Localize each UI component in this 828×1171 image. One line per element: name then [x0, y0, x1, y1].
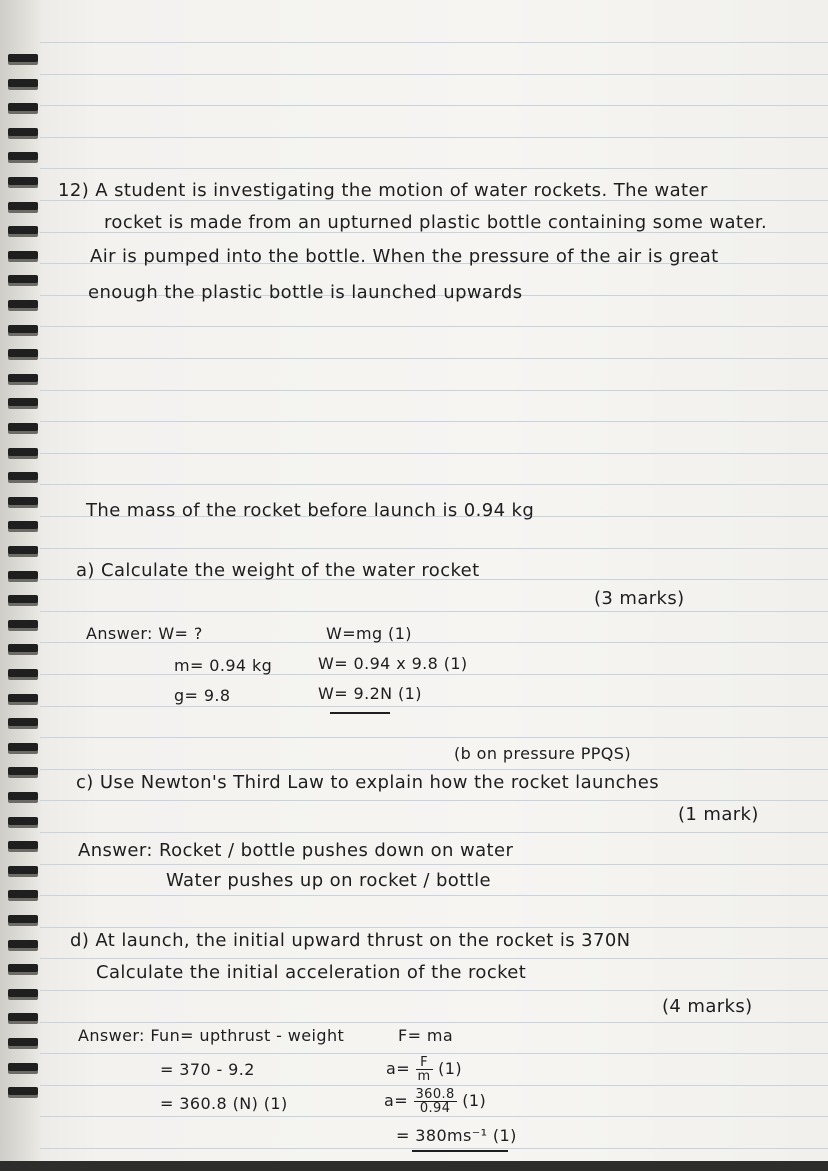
part-d-answer-line-1: Answer: Fun= upthrust - weight	[78, 1026, 345, 1045]
part-d-substitution-prefix: a=	[384, 1091, 409, 1110]
binding-ring	[8, 595, 38, 603]
ruled-line	[40, 1085, 828, 1086]
binding-ring	[8, 202, 38, 210]
ruled-line	[40, 1148, 828, 1149]
ruled-line	[40, 927, 828, 928]
binding-ring	[8, 571, 38, 579]
binding-ring	[8, 1087, 38, 1095]
part-d-answer-line-3: = 360.8 (N) (1)	[160, 1094, 288, 1113]
binding-ring	[8, 423, 38, 431]
ruled-line	[40, 137, 828, 138]
part-c-question: c) Use Newton's Third Law to explain how the rocket launches	[76, 772, 659, 793]
part-a-given-mass: m= 0.94 kg	[174, 656, 273, 675]
binding-ring	[8, 767, 38, 775]
ruled-line	[40, 706, 828, 707]
binding-ring	[8, 669, 38, 677]
ruled-line	[40, 358, 828, 359]
part-d-result-underline	[412, 1150, 508, 1152]
ruled-line	[40, 453, 828, 454]
binding-ring	[8, 103, 38, 111]
part-d-question-line-2: Calculate the initial acceleration of the rocket	[96, 962, 527, 983]
binding-ring	[8, 251, 38, 259]
part-a-result: W= 9.2N (1)	[318, 684, 422, 703]
ruled-line	[40, 737, 828, 738]
binding-ring	[8, 620, 38, 628]
binding-ring	[8, 325, 38, 333]
part-d-substitution-denominator: 0.94	[419, 1101, 451, 1116]
part-d-rearranged-mark: (1)	[438, 1059, 462, 1078]
binding-ring	[8, 817, 38, 825]
binding-ring	[8, 940, 38, 948]
ruled-line	[40, 611, 828, 612]
part-d-formula: F= ma	[398, 1026, 454, 1045]
binding-ring	[8, 300, 38, 308]
part-d-substitution-fraction	[414, 1088, 457, 1115]
part-d-rearranged-prefix: a=	[386, 1059, 411, 1078]
binding-ring	[8, 890, 38, 898]
ruled-line	[40, 168, 828, 169]
part-a-marks: (3 marks)	[594, 588, 685, 609]
ruled-line	[40, 958, 828, 959]
binding-ring	[8, 54, 38, 62]
ruled-line	[40, 800, 828, 801]
ruled-line	[40, 674, 828, 675]
ruled-line	[40, 484, 828, 485]
binding-ring	[8, 472, 38, 480]
part-d-substitution-mark: (1)	[462, 1091, 487, 1110]
ruled-line	[40, 1053, 828, 1054]
part-c-answer-line-1: Answer: Rocket / bottle pushes down on water	[78, 840, 514, 861]
part-d-answer-line-2: = 370 - 9.2	[160, 1060, 255, 1079]
ruled-line	[40, 1116, 828, 1117]
binding-ring	[8, 349, 38, 357]
part-c-marks: (1 mark)	[678, 804, 759, 825]
binding-ring	[8, 718, 38, 726]
part-d-result: = 380ms⁻¹ (1)	[396, 1126, 517, 1145]
part-d-question-line-1: d) At launch, the initial upward thrust on the rocket is 370N	[70, 930, 631, 951]
binding-ring	[8, 275, 38, 283]
binding-ring	[8, 989, 38, 997]
ruled-line	[40, 548, 828, 549]
part-c-answer-line-2: Water pushes up on rocket / bottle	[166, 870, 491, 891]
part-a-substitution: W= 0.94 x 9.8 (1)	[318, 654, 468, 673]
binding-ring	[8, 177, 38, 185]
ruled-line	[40, 74, 828, 75]
ruled-line	[40, 105, 828, 106]
binding-ring	[8, 792, 38, 800]
part-a-question: a) Calculate the weight of the water rocket	[76, 560, 480, 581]
binding-ring	[8, 226, 38, 234]
part-d-marks: (4 marks)	[662, 996, 753, 1017]
part-d-rearranged	[386, 1056, 462, 1083]
part-a-given-g: g= 9.8	[174, 686, 231, 705]
binding-ring	[8, 128, 38, 136]
binding-ring	[8, 448, 38, 456]
part-d-rearranged-numerator: F	[416, 1056, 433, 1070]
part-d-substitution-numerator: 360.8	[415, 1087, 455, 1102]
binding-ring	[8, 1013, 38, 1021]
binding-ring	[8, 374, 38, 382]
ruled-line	[40, 421, 828, 422]
part-d-rearranged-denominator: m	[417, 1069, 431, 1084]
binding-ring	[8, 841, 38, 849]
binding-ring	[8, 743, 38, 751]
ruled-line	[40, 895, 828, 896]
ruled-line	[40, 864, 828, 865]
part-a-answer-label: Answer: W= ?	[86, 624, 203, 643]
question-line-1: 12) A student is investigating the motion of water rockets. The water	[58, 180, 708, 201]
ruled-line	[40, 990, 828, 991]
ruled-line	[40, 326, 828, 327]
ruled-line	[40, 390, 828, 391]
part-a-result-underline	[330, 712, 390, 714]
ruled-line	[40, 42, 828, 43]
binding-ring	[8, 79, 38, 87]
question-line-2: rocket is made from an upturned plastic bottle containing some water.	[104, 212, 768, 233]
question-line-4: enough the plastic bottle is launched upwards	[88, 282, 523, 303]
ruled-line	[40, 1022, 828, 1023]
part-a-formula: W=mg (1)	[326, 624, 412, 643]
binding-ring	[8, 644, 38, 652]
page-bottom-edge	[0, 1161, 828, 1171]
binding-ring	[8, 866, 38, 874]
binding-ring	[8, 915, 38, 923]
part-b-note: (b on pressure PPQS)	[454, 744, 631, 763]
binding-ring	[8, 1038, 38, 1046]
binding-ring	[8, 497, 38, 505]
binding-ring	[8, 152, 38, 160]
question-line-3: Air is pumped into the bottle. When the pressure of the air is great	[90, 246, 719, 267]
mass-statement: The mass of the rocket before launch is 0.94 kg	[86, 500, 535, 521]
ruled-line	[40, 832, 828, 833]
binding-ring	[8, 1063, 38, 1071]
binding-ring	[8, 546, 38, 554]
ruled-line	[40, 769, 828, 770]
part-d-substitution	[384, 1088, 486, 1115]
binding-ring	[8, 694, 38, 702]
binding-ring	[8, 398, 38, 406]
part-d-rearranged-fraction	[416, 1056, 433, 1083]
binding-ring	[8, 964, 38, 972]
binding-ring	[8, 521, 38, 529]
